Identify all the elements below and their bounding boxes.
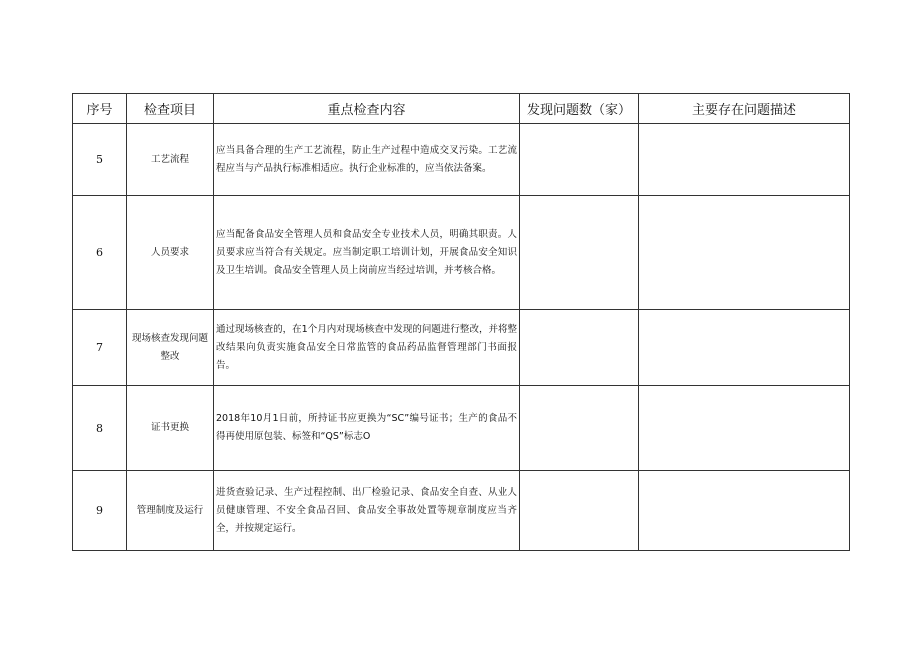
header-item: 检查项目 (127, 94, 214, 124)
cell-content: 应当具备合理的生产工艺流程，防止生产过程中造成交叉污染。工艺流程应当与产品执行标准相适应。执行企业标准的，应当依法备案。 (214, 124, 520, 196)
table-row (73, 471, 850, 551)
cell-seq: 9 (73, 471, 127, 551)
cell-description (639, 196, 850, 310)
cell-seq: 6 (73, 196, 127, 310)
cell-item: 管理制度及运行 (127, 471, 214, 551)
cell-item: 现场核查发现问题整改 (127, 310, 214, 386)
header-seq: 序号 (73, 94, 127, 124)
cell-description (639, 124, 850, 196)
cell-seq: 5 (73, 124, 127, 196)
header-description: 主要存在问题描述 (639, 94, 850, 124)
cell-item: 人员要求 (127, 196, 214, 310)
cell-item: 证书更换 (127, 386, 214, 471)
table-row (73, 386, 850, 471)
cell-count (520, 471, 639, 551)
cell-count (520, 124, 639, 196)
cell-count (520, 386, 639, 471)
cell-description (639, 471, 850, 551)
cell-description (639, 310, 850, 386)
cell-content: 2018年10月1日前，所持证书应更换为“SC”编号证书；生产的食品不得再使用原包装、标签和“QS”标志O (214, 386, 520, 471)
cell-content: 应当配备食品安全管理人员和食品安全专业技术人员，明确其职责。人员要求应当符合有关规定。应当制定职工培训计划，开展食品安全知识及卫生培训。食品安全管理人员上岗前应当经过培训，并考核合格。 (214, 196, 520, 310)
header-content: 重点检查内容 (214, 94, 520, 124)
cell-count (520, 196, 639, 310)
cell-content: 通过现场核查的，在1个月内对现场核查中发现的问题进行整改，并将整改结果向负责实施食品安全日常监管的食品药品监督管理部门书面报告。 (214, 310, 520, 386)
cell-count (520, 310, 639, 386)
cell-description (639, 386, 850, 471)
cell-seq: 8 (73, 386, 127, 471)
table-row (73, 196, 850, 310)
cell-item: 工艺流程 (127, 124, 214, 196)
table-row (73, 310, 850, 386)
cell-seq: 7 (73, 310, 127, 386)
table-row (73, 124, 850, 196)
cell-content: 进货查验记录、生产过程控制、出厂检验记录、食品安全自查、从业人员健康管理、不安全食品召回、食品安全事故处置等规章制度应当齐全，并按规定运行。 (214, 471, 520, 551)
inspection-table (72, 93, 850, 551)
table-header-row (73, 94, 850, 124)
header-count: 发现问题数（家） (520, 94, 639, 124)
